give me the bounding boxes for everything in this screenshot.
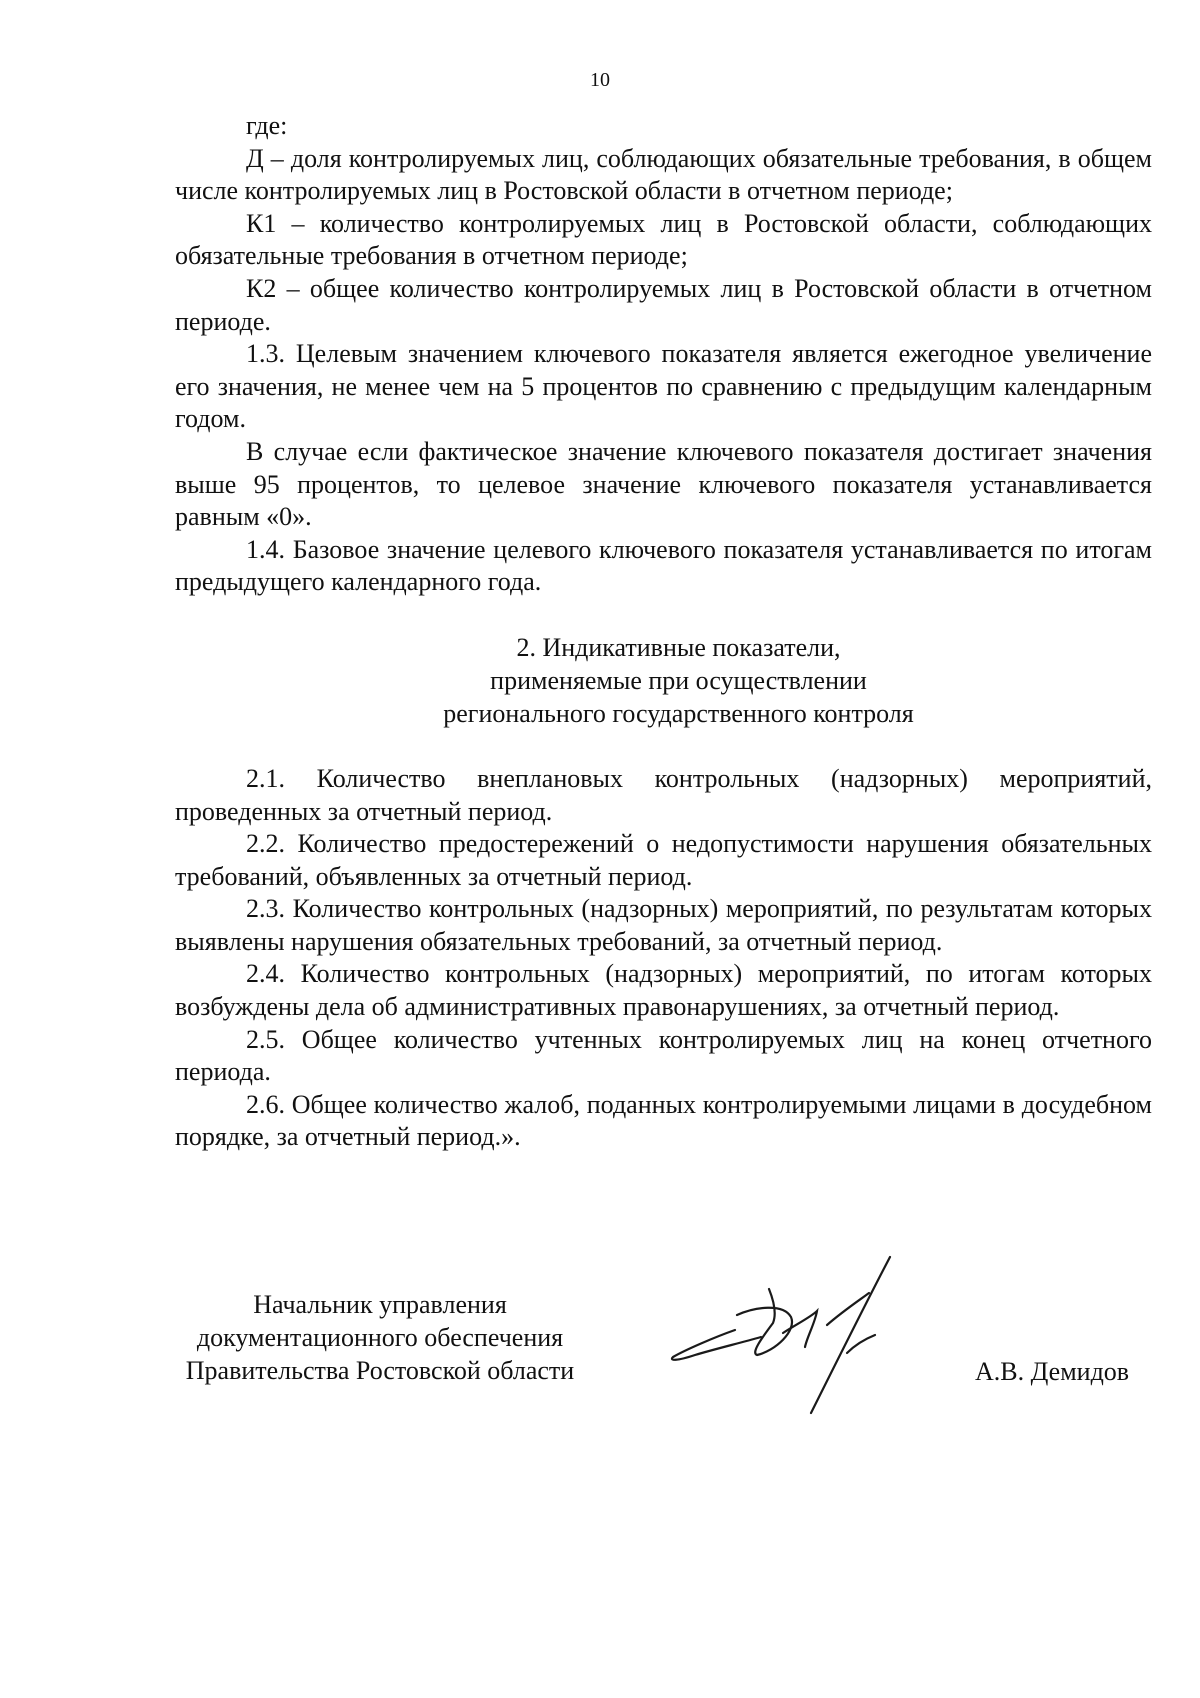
paragraph-1-3: 1.3. Целевым значением ключевого показателя является ежегодное увеличение его значения, не менее чем на 5 процентов по сравнению с предыдущим календарным годом.	[175, 339, 1152, 434]
signer-position-line: Начальник управления	[253, 1290, 507, 1319]
paragraph-definition-d: Д – доля контролируемых лиц, соблюдающих обязательные требования, в общем числе контролируемых лиц в Ростовской области в отчетном периоде;	[175, 143, 1152, 206]
paragraph-2-4: 2.4. Количество контрольных (надзорных) мероприятий, по итогам которых возбуждены дела об административных правонарушениях, за отчетный период.	[175, 959, 1152, 1022]
handwritten-signature	[665, 1255, 955, 1415]
paragraph-2-5: 2.5. Общее количество учтенных контролируемых лиц на конец отчетного периода.	[175, 1024, 1152, 1087]
paragraph-2-2: 2.2. Количество предостережений о недопустимости нарушения обязательных требований, объявленных за отчетный период.	[175, 829, 1152, 891]
paragraph-definition-k2: К2 – общее количество контролируемых лиц в Ростовской области в отчетном периоде.	[175, 273, 1152, 336]
signer-position-line: Правительства Ростовской области	[185, 1356, 575, 1385]
paragraph-where: где:	[246, 111, 288, 140]
signer-position-line: документационного обеспечения	[196, 1323, 564, 1352]
paragraph-2-3: 2.3. Количество контрольных (надзорных) мероприятий, по результатам которых выявлены нарушения обязательных требований, за отчетный период.	[175, 894, 1152, 956]
section-heading-line: регионального государственного контроля	[443, 698, 914, 728]
paragraph-definition-k1: К1 – количество контролируемых лиц в Ростовской области, соблюдающих обязательные требования в отчетном периоде;	[175, 208, 1152, 271]
signer-name: А.В. Демидов	[975, 1357, 1130, 1386]
document-body	[175, 110, 1152, 1154]
signer-position	[160, 1288, 600, 1387]
paragraph-2-1: 2.1. Количество внеплановых контрольных (надзорных) мероприятий, проведенных за отчетный период.	[175, 763, 1152, 826]
section-heading	[175, 631, 1152, 730]
paragraph-1-4: 1.4. Базовое значение целевого ключевого показателя устанавливается по итогам предыдущего календарного года.	[175, 534, 1152, 597]
paragraph-2-6: 2.6. Общее количество жалоб, поданных контролируемыми лицами в досудебном порядке, за отчетный период.».	[175, 1089, 1152, 1152]
page-number: 10	[590, 69, 610, 91]
paragraph-1-3-note: В случае если фактическое значение ключевого показателя достигает значения выше 95 процентов, то целевое значение ключевого показателя устанавливается равным «0».	[175, 436, 1152, 532]
section-heading-line: 2. Индикативные показатели,	[516, 632, 841, 662]
section-heading-line: применяемые при осуществлении	[490, 665, 867, 695]
